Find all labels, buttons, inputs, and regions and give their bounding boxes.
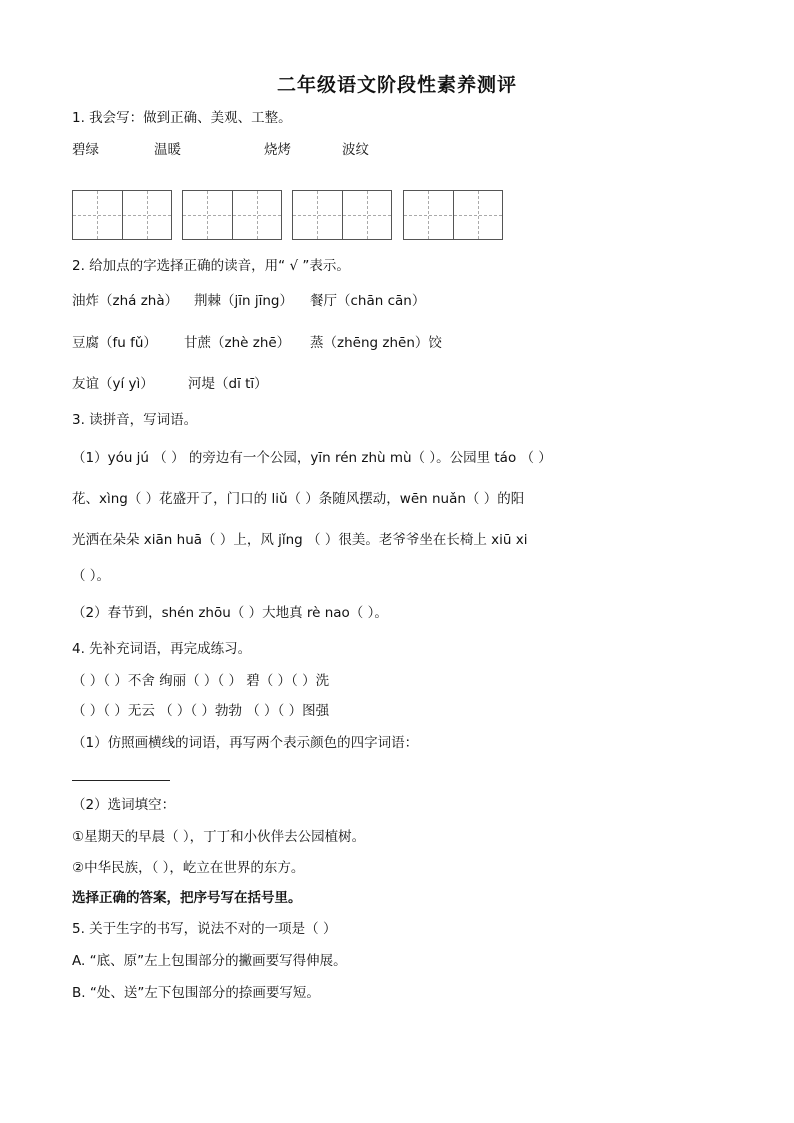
pinyin-item: 油炸（zhá zhà） <box>72 293 179 309</box>
question-3-line-4: （ ）。 <box>72 568 111 584</box>
pinyin-item: 餐厅（chān cān） <box>310 293 426 309</box>
word-2: 温暖 <box>154 142 181 158</box>
writing-box-2[interactable] <box>182 190 282 240</box>
page-title: 二年级语文阶段性素养测评 <box>276 74 517 96</box>
pinyin-row-2 <box>72 333 442 353</box>
pinyin-row-1 <box>72 291 425 311</box>
pinyin-item: 荆棘（jīn jīng） <box>194 293 293 309</box>
writing-box-1[interactable] <box>72 190 172 240</box>
question-5-option-a: A. “底、原”左上包围部分的撇画要写得伸展。 <box>72 953 347 969</box>
answer-underline[interactable] <box>72 780 170 781</box>
pinyin-item: 河堤（dī tī） <box>188 376 268 392</box>
pinyin-item: 蒸（zhēng zhēn）饺 <box>310 335 442 351</box>
section-heading: 选择正确的答案，把序号写在括号里。 <box>72 890 302 906</box>
question-4-sub-2: （2）选词填空： <box>72 797 176 813</box>
question-5-prompt: 5. 关于生字的书写，说法不对的一项是（ ） <box>72 921 337 937</box>
question-4-fill-row-2: （ ）（ ）无云 （ ）（ ）勃勃 （ ）（ ）图强 <box>72 703 330 719</box>
word-3: 烧烤 <box>264 142 291 158</box>
pinyin-item: 豆腐（fu fǔ） <box>72 335 157 351</box>
question-3-line-2: 花、xìng（ ）花盛开了，门口的 liǔ（ ）条随风摆动，wēn nuǎn（ ）的阳 <box>72 491 525 507</box>
word-4: 波纹 <box>342 142 369 158</box>
question-3-line-1: （1）yóu jú （ ） 的旁边有一个公园，yīn rén zhù mù（ ）。公园里 táo （ ） <box>72 450 552 466</box>
question-4-fill-row-1: （ ）（ ）不舍 绚丽（ ）（ ） 碧（ ）（ ）洗 <box>72 673 330 689</box>
pinyin-item: 友谊（yí yì） <box>72 376 154 392</box>
question-4-prompt: 4. 先补充词语，再完成练习。 <box>72 641 252 657</box>
question-3-line-5: （2）春节到，shén zhōu（ ）大地真 rè nao（ ）。 <box>72 605 388 621</box>
writing-box-4[interactable] <box>403 190 503 240</box>
question-5-option-b: B. “处、送”左下包围部分的捺画要写短。 <box>72 985 320 1001</box>
pinyin-item: 甘蔗（zhè zhē） <box>184 335 291 351</box>
question-4-sub-1: （1）仿照画横线的词语，再写两个表示颜色的四字词语： <box>72 735 419 751</box>
pinyin-row-3 <box>72 374 268 394</box>
question-1-prompt: 1. 我会写：做到正确、美观、工整。 <box>72 110 292 126</box>
question-2-prompt: 2. 给加点的字选择正确的读音，用“ √ ”表示。 <box>72 258 350 274</box>
question-1-words <box>72 140 369 160</box>
question-3-line-3: 光洒在朵朵 xiān huā（ ）上，风 jǐng （ ）很美。老爷爷坐在长椅上 xiū xi <box>72 532 528 548</box>
question-3-prompt: 3. 读拼音，写词语。 <box>72 412 198 428</box>
writing-box-3[interactable] <box>292 190 392 240</box>
question-4-fill-2: ②中华民族，（ ），屹立在世界的东方。 <box>72 860 305 876</box>
question-4-fill-1: ①星期天的早晨（ ），丁丁和小伙伴去公园植树。 <box>72 829 366 845</box>
word-1: 碧绿 <box>72 142 99 158</box>
